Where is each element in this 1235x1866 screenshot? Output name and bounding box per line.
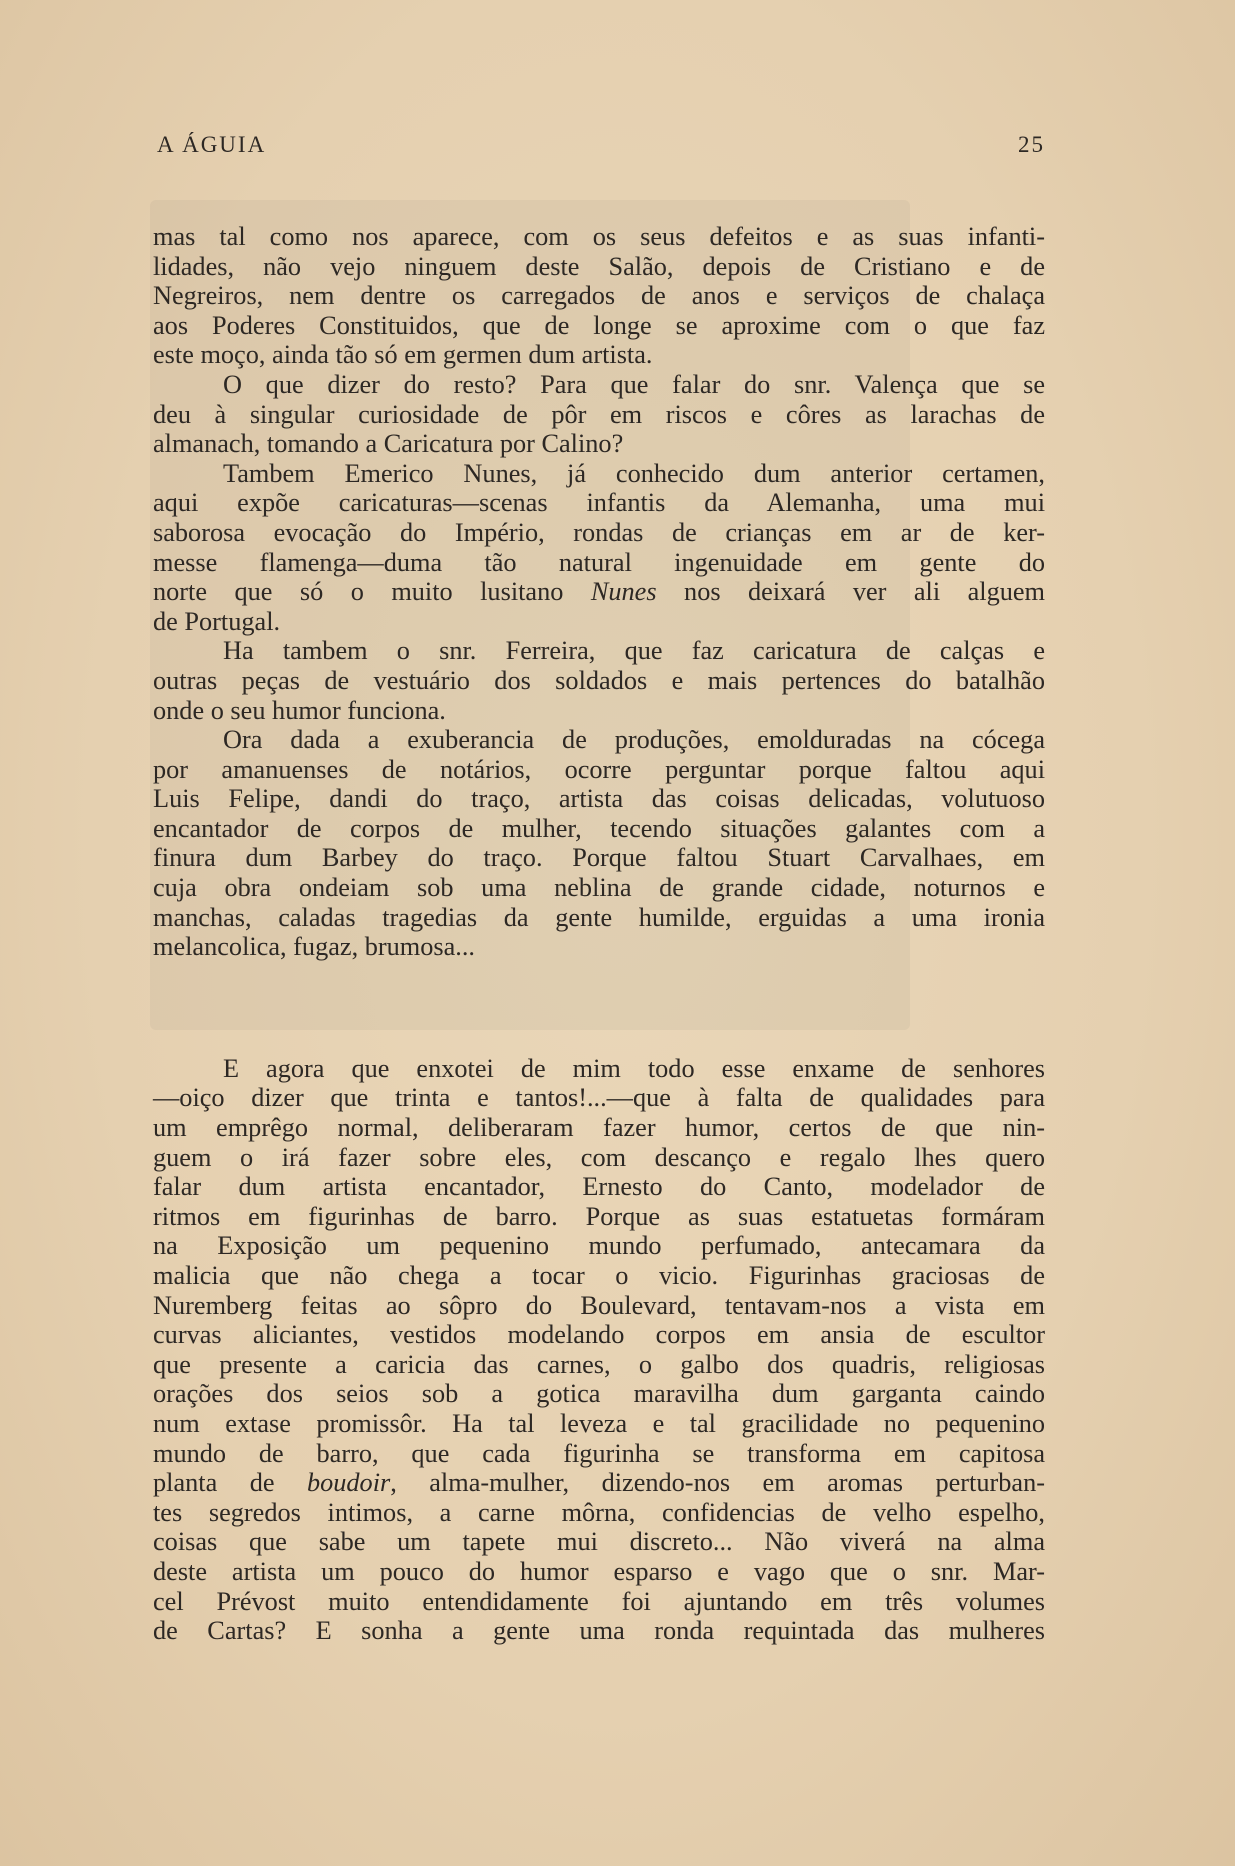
text-line: coisas que sabe um tapete mui discreto... Não viverá na alma [153, 1527, 1045, 1557]
text-line: Ha tambem o snr. Ferreira, que faz caricatura de calças e [223, 636, 1045, 666]
text-line: orações dos seios sob a gotica maravilha dum garganta caindo [153, 1379, 1045, 1409]
text-line: ritmos em figurinhas de barro. Porque as suas estatuetas formáram [153, 1201, 1045, 1231]
text-line: Luis Felipe, dandi do traço, artista das coisas delicadas, volutuoso [153, 784, 1045, 814]
text-line: um emprêgo normal, deliberaram fazer humor, certos de que nin- [153, 1113, 1045, 1143]
page-number: 25 [1018, 132, 1045, 157]
text-line: O que dizer do resto? Para que falar do snr. Valença que se [223, 369, 1045, 399]
text-line: de Cartas? E sonha a gente uma ronda requintada das mulheres [153, 1616, 1045, 1646]
text-line: de Portugal. [153, 606, 281, 636]
text-line: aos Poderes Constituidos, que de longe se aproxime com o que faz [153, 310, 1045, 340]
text-line: falar dum artista encantador, Ernesto do Canto, modelador de [153, 1172, 1045, 1202]
running-head [157, 132, 1045, 158]
text-line: por amanuenses de notários, ocorre perguntar porque faltou aqui [153, 754, 1045, 784]
text-line: aqui expõe caricaturas—scenas infantis da Alemanha, uma mui [153, 488, 1045, 518]
text-line: onde o seu humor funciona. [153, 695, 446, 725]
text-line: curvas aliciantes, vestidos modelando corpos em ansia de escultor [153, 1320, 1045, 1350]
text-line: norte que só o muito lusitano Nunes nos deixará ver ali alguem [153, 577, 1045, 607]
text-line: deste artista um pouco do humor esparso e vago que o snr. Mar- [153, 1556, 1045, 1586]
italic-word: Nunes [590, 577, 657, 607]
text-line: na Exposição um pequenino mundo perfumado, antecamara da [153, 1231, 1045, 1261]
article-body [153, 222, 1045, 1646]
text-line: cuja obra ondeiam sob uma neblina de grande cidade, noturnos e [153, 873, 1045, 903]
text-line: melancolica, fugaz, brumosa... [153, 932, 476, 962]
text-line: mundo de barro, que cada figurinha se transforma em capitosa [153, 1438, 1045, 1468]
text-line: saborosa evocação do Império, rondas de crianças em ar de ker- [153, 517, 1045, 547]
text-line: manchas, caladas tragedias da gente humilde, erguidas a uma ironia [153, 902, 1045, 932]
section-break [153, 962, 1045, 1054]
text-line: mas tal como nos aparece, com os seus defeitos e as suas infanti- [153, 222, 1045, 251]
text-line: outras peças de vestuário dos soldados e mais pertences do batalhão [153, 665, 1045, 695]
text-line: —oiço dizer que trinta e tantos!...—que à falta de qualidades para [153, 1083, 1045, 1113]
text-line: que presente a caricia das carnes, o galbo dos quadris, religiosas [153, 1349, 1045, 1379]
text-line: guem o irá fazer sobre eles, com descanço e regalo lhes quero [153, 1142, 1045, 1172]
text-line: Nuremberg feitas ao sôpro do Boulevard, tentavam-nos a vista em [153, 1290, 1045, 1320]
text-line: tes segredos intimos, a carne môrna, confidencias de velho espelho, [153, 1497, 1045, 1527]
italic-word: boudoir [306, 1468, 391, 1498]
text-line: finura dum Barbey do traço. Porque faltou Stuart Carvalhaes, em [153, 843, 1045, 873]
text-line: messe flamenga—duma tão natural ingenuidade em gente do [153, 547, 1045, 577]
text-line: Ora dada a exuberancia de produções, emolduradas na cócega [223, 725, 1045, 755]
text-line: planta de boudoir, alma-mulher, dizendo-nos em aromas perturban- [153, 1468, 1045, 1498]
text-line: Tambem Emerico Nunes, já conhecido dum anterior certamen, [223, 458, 1045, 488]
text-line: este moço, ainda tão só em germen dum artista. [153, 340, 653, 370]
journal-title: A ÁGUIA [157, 132, 267, 157]
text-line: num extase promissôr. Ha tal leveza e tal gracilidade no pequenino [153, 1408, 1045, 1438]
text-line: malicia que não chega a tocar o vicio. Figurinhas graciosas de [153, 1261, 1045, 1290]
text-line: Negreiros, nem dentre os carregados de anos e serviços de chalaça [153, 281, 1045, 311]
text-line: lidades, não vejo ninguem deste Salão, depois de Cristiano e de [153, 251, 1045, 281]
text-line: E agora que enxotei de mim todo esse enxame de senhores [223, 1053, 1045, 1083]
text-line: deu à singular curiosidade de pôr em riscos e côres as larachas de [153, 399, 1045, 429]
text-line: cel Prévost muito entendidamente foi ajuntando em três volumes [153, 1586, 1045, 1616]
text-line: almanach, tomando a Caricatura por Calino? [153, 429, 624, 459]
text-line: encantador de corpos de mulher, tecendo situações galantes com a [153, 813, 1045, 843]
